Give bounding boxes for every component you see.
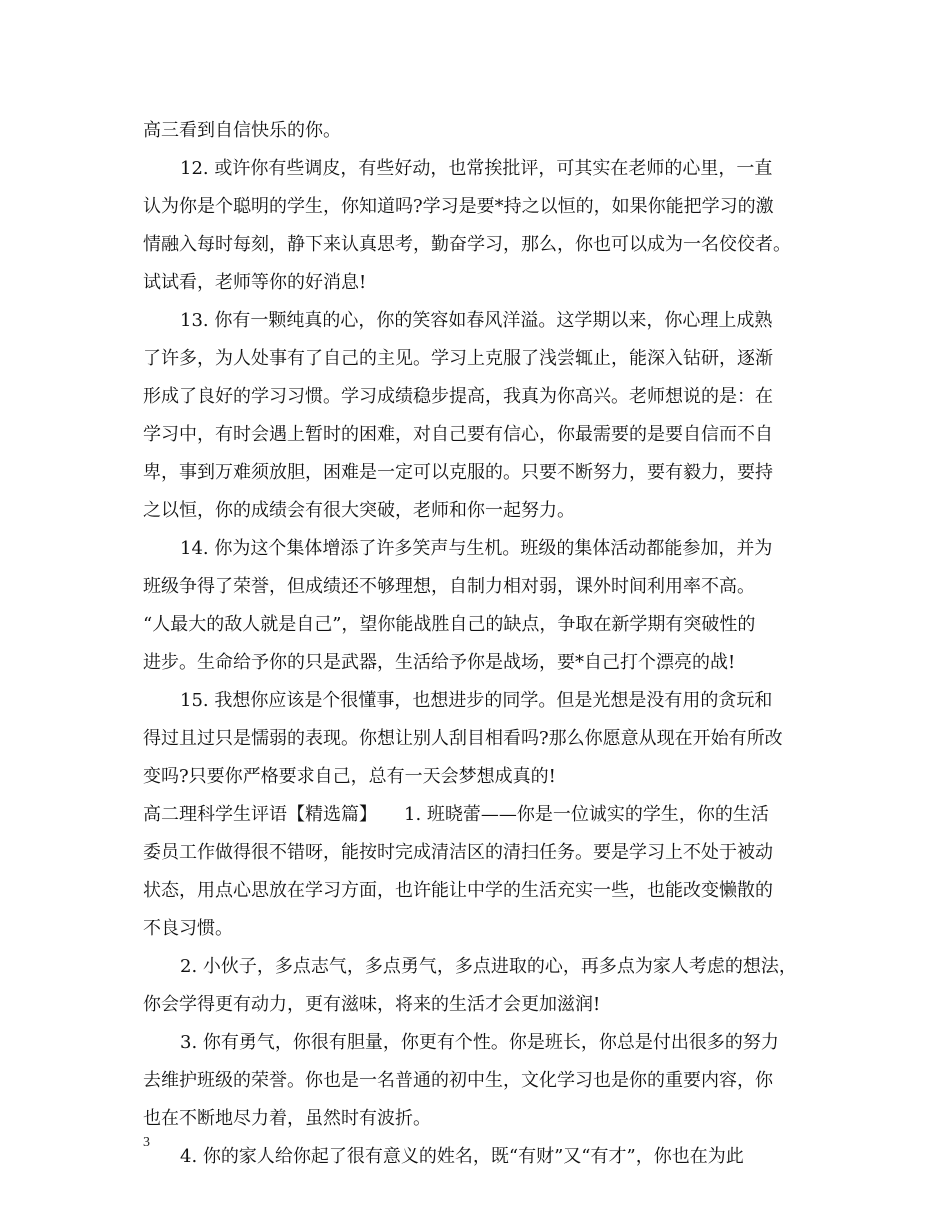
text-line: 2. 小伙子，多点志气，多点勇气，多点进取的心，再多点为家人考虑的想法，	[180, 956, 797, 977]
document-body	[143, 112, 811, 1176]
text-line: 你会学得更有动力，更有滋味，将来的生活才会更加滋润!	[143, 994, 601, 1015]
text-line: 班级争得了荣誉，但成绩还不够理想，自制力相对弱，课外时间利用率不高。	[143, 576, 755, 597]
text-line: 15. 我想你应该是个很懂事，也想进步的同学。但是光想是没有用的贪玩和	[180, 690, 773, 711]
text-line: 得过且过只是懦弱的表现。你想让别人刮目相看吗?那么你愿意从现在开始有所改	[143, 728, 783, 749]
text-line: 也在不断地尽力着，虽然时有波折。	[143, 1108, 431, 1129]
text-line: 状态，用点心思放在学习方面，也许能让中学的生活充实一些，也能改变懒散的	[143, 880, 773, 901]
text-line: 了许多，为人处事有了自己的主见。学习上克服了浅尝辄止，能深入钻研，逐渐	[143, 348, 773, 369]
text-line: 卑，事到万难须放胆，困难是一定可以克服的。只要不断努力，要有毅力，要持	[143, 462, 773, 483]
text-line: 3. 你有勇气，你很有胆量，你更有个性。你是班长，你总是付出很多的努力	[180, 1032, 779, 1053]
text-line: “人最大的敌人就是自己”，望你能战胜自己的缺点，争取在新学期有突破性的	[143, 614, 756, 635]
text-line: 高三看到自信快乐的你。	[143, 120, 341, 141]
text-line: 学习中，有时会遇上暂时的困难，对自己要有信心，你最需要的是要自信而不自	[143, 424, 773, 445]
text-line: 形成了良好的学习习惯。学习成绩稳步提高，我真为你高兴。老师想说的是：在	[143, 386, 773, 407]
text-line: 试试看，老师等你的好消息!	[143, 272, 367, 293]
text-line: 去维护班级的荣誉。你也是一名普通的初中生，文化学习也是你的重要内容，你	[143, 1070, 773, 1091]
text-line: 13. 你有一颗纯真的心，你的笑容如春风洋溢。这学期以来，你心理上成熟	[180, 310, 773, 331]
text-line: 认为你是个聪明的学生，你知道吗?学习是要*持之以恒的，如果你能把学习的激	[143, 196, 774, 217]
text-line: 情融入每时每刻，静下来认真思考，勤奋学习，那么，你也可以成为一名佼佼者。	[143, 234, 791, 255]
page-number: 3	[143, 1135, 150, 1150]
text-line: 之以恒，你的成绩会有很大突破，老师和你一起努力。	[143, 500, 575, 521]
text-line: 不良习惯。	[143, 918, 233, 939]
text-line: 14. 你为这个集体增添了许多笑声与生机。班级的集体活动都能参加，并为	[180, 538, 773, 559]
text-line: 12. 或许你有些调皮，有些好动，也常挨批评，可其实在老师的心里，一直	[180, 158, 773, 179]
text-line: 变吗?只要你严格要求自己，总有一天会梦想成真的!	[143, 766, 556, 787]
text-line: 进步。生命给予你的只是武器，生活给予你是战场，要*自己打个漂亮的战!	[143, 652, 736, 673]
text-line: 委员工作做得很不错呀，能按时完成清洁区的清扫任务。要是学习上不处于被动	[143, 842, 773, 863]
text-line: 4. 你的家人给你起了很有意义的姓名，既“有财”又“有才”，你也在为此	[180, 1146, 744, 1167]
section-heading-line: 高二理科学生评语【精选篇】 1. 班晓蕾——你是一位诚实的学生，你的生活	[143, 804, 769, 825]
